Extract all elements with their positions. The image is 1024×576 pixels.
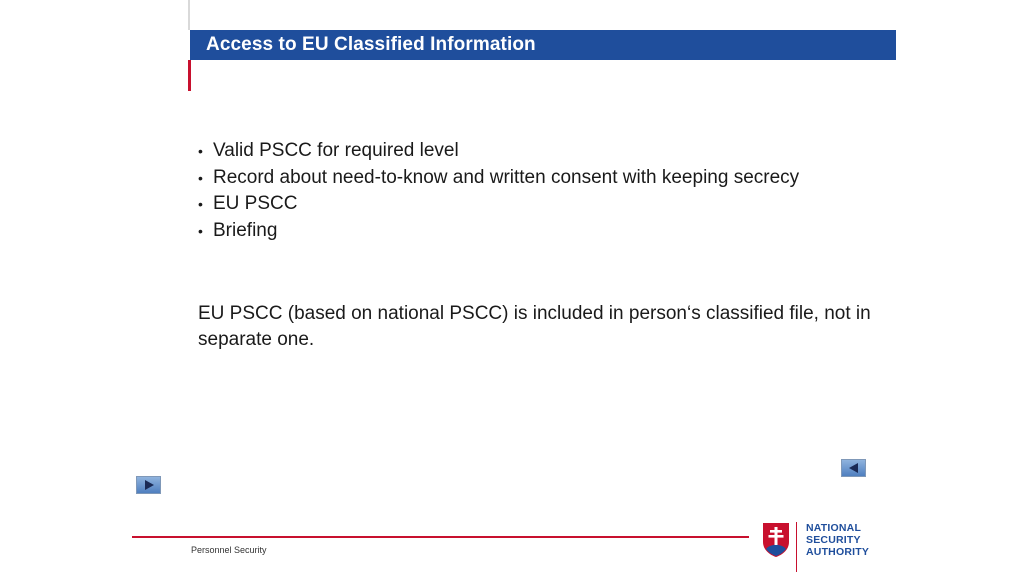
bullet-item xyxy=(198,138,799,165)
footer-divider xyxy=(132,536,749,538)
play-left-icon xyxy=(848,462,860,474)
bullet-item xyxy=(198,218,799,245)
bullet-text: Record about need-to-know and written consent with keeping secrecy xyxy=(213,166,800,188)
logo-line: SECURITY xyxy=(806,534,861,546)
logo-line: AUTHORITY xyxy=(806,546,870,558)
title-bar xyxy=(190,30,896,60)
bullet-dot-icon: • xyxy=(198,169,203,186)
bullet-dot-icon: • xyxy=(198,196,203,212)
bullet-list xyxy=(198,138,799,244)
footer-label: Personnel Security xyxy=(191,545,267,555)
nsa-logo xyxy=(760,520,880,572)
left-divider-line xyxy=(188,0,190,30)
bullet-item xyxy=(198,165,799,192)
bullet-dot-icon: • xyxy=(198,143,203,159)
logo-separator xyxy=(796,522,797,572)
slide-title: Access to EU Classified Information xyxy=(206,34,536,55)
bullet-item xyxy=(198,191,799,218)
previous-slide-button[interactable] xyxy=(841,459,866,477)
body-paragraph: EU PSCC (based on national PSCC) is included in person‘s classified file, not in separate one. xyxy=(198,303,871,350)
bullet-text: EU PSCC xyxy=(213,193,298,214)
logo-wordmark xyxy=(806,522,869,558)
bullet-dot-icon: • xyxy=(198,222,203,239)
left-accent-line xyxy=(188,60,191,91)
play-right-icon xyxy=(143,479,155,491)
slovak-shield-icon xyxy=(762,522,790,558)
logo-line: NATIONAL xyxy=(806,522,862,534)
next-slide-button[interactable] xyxy=(136,476,161,494)
bullet-text: Valid PSCC for required level xyxy=(213,140,459,161)
bullet-text: Briefing xyxy=(213,219,278,241)
